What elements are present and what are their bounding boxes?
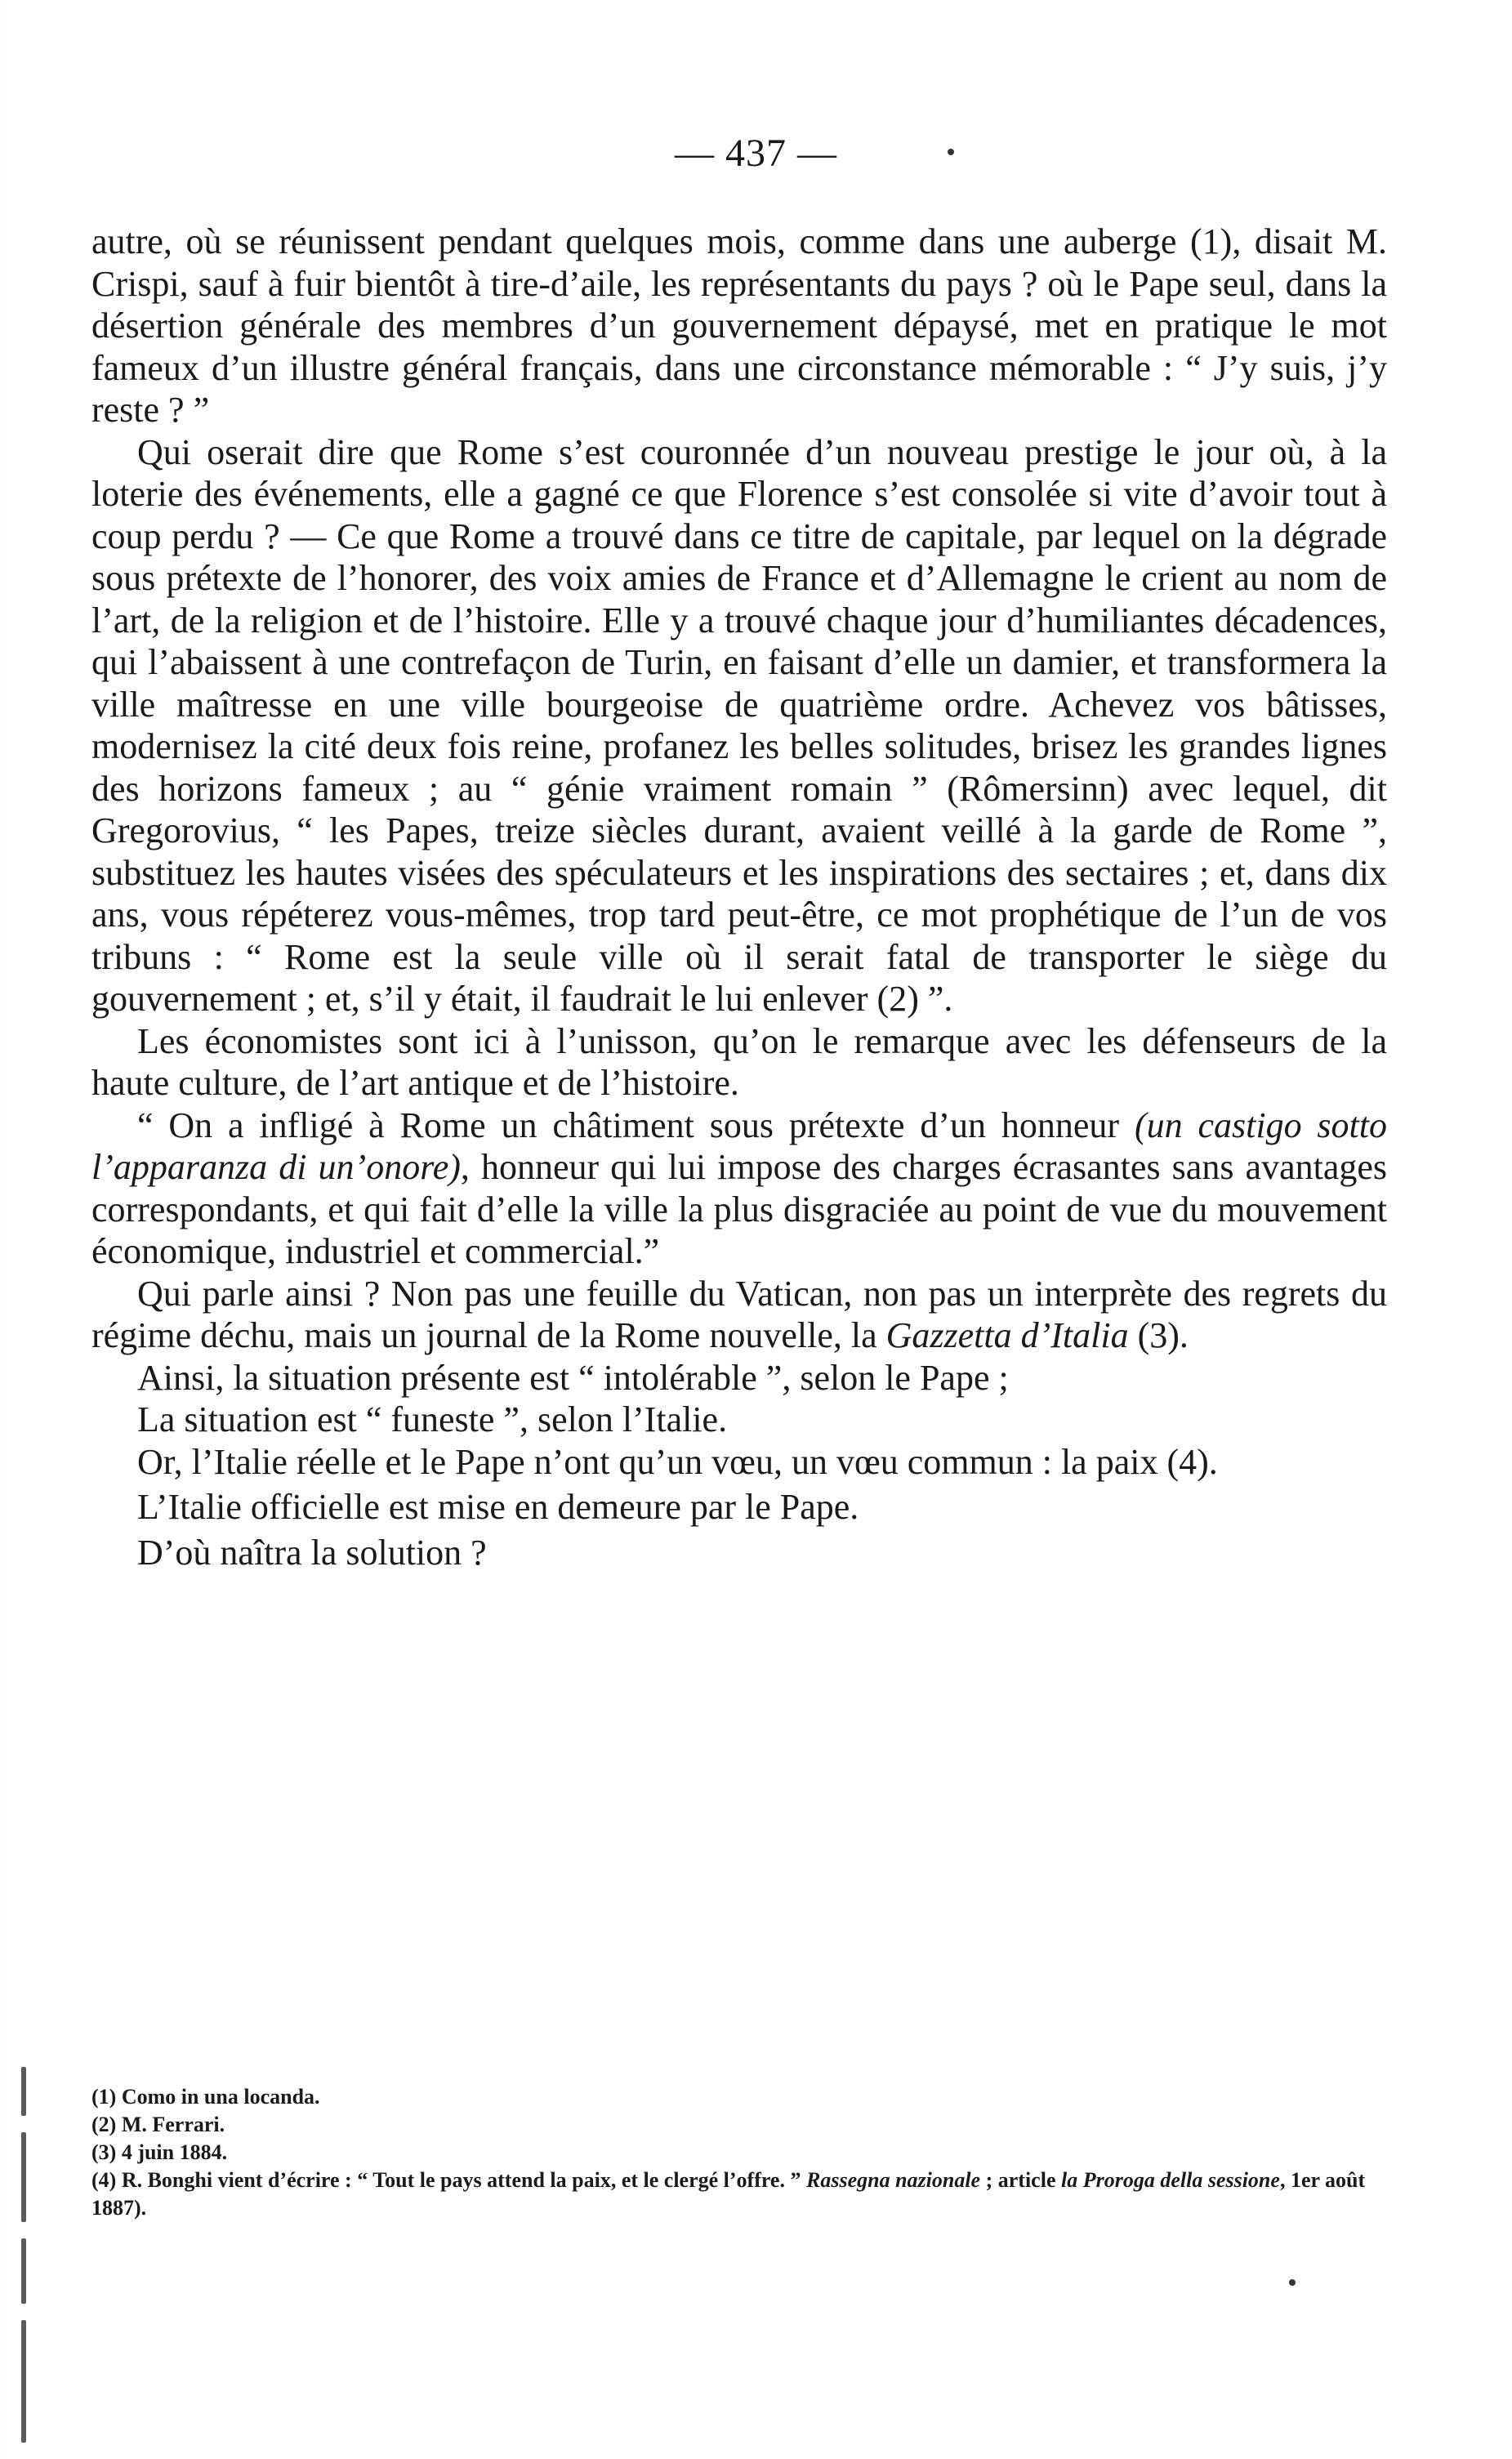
footnote: (2) M. Ferrari. [91, 2113, 225, 2136]
paragraph [91, 1273, 1387, 1357]
paragraph: Les économistes sont ici à l’unisson, qu’on le remarque avec les défenseurs de la haute culture, de l’art antique et de l’histoire. [91, 1020, 1387, 1103]
scan-mark [21, 2132, 26, 2222]
paragraph: L’Italie officielle est mise en demeure par le Pape. [137, 1487, 859, 1527]
footnotes [91, 2083, 1387, 2222]
text-span: , honneur qui lui impose des charges écrasantes sans avantages correspondants, et qui fait d’elle la ville la plus disgraciée au point de vue du mouvement économique, industriel et commercial.” [91, 1147, 1388, 1271]
paragraph: Ainsi, la situation présente est “ intolérable ”, selon le Pape ; [137, 1357, 1009, 1398]
paragraph: La situation est “ funeste ”, selon l’Italie. [137, 1399, 728, 1439]
paragraph: D’où naîtra la solution ? [137, 1532, 487, 1573]
page-edge [0, 0, 7, 2459]
text-span: “ On a infligé à Rome un châtiment sous prétexte d’un honneur [137, 1105, 1135, 1145]
text-span: (3). [1128, 1315, 1189, 1355]
text-span: Qui parle ainsi ? Non pas une feuille du Vatican, non pas un interprète des regrets du régime déchu, mais un journal de la Rome nouvelle, la [91, 1273, 1387, 1355]
footnote [91, 2167, 1387, 2222]
stray-mark [1289, 2279, 1296, 2286]
paragraph [91, 1105, 1387, 1273]
footnote: (3) 4 juin 1884. [91, 2140, 228, 2164]
paragraph: autre, où se réunissent pendant quelques mois, comme dans une auberge (1), disait M. Crispi, sauf à fuir bientôt à tire-d’aile, les représentants du pays ? où le Pape seul, dans la désertion générale des membres d’un gouvernement dépaysé, met en pratique le mot fameux d’un illustre général français, dans une circonstance mémorable : “ J’y suis, j’y reste ? ” [91, 221, 1387, 430]
text-span: ; article [980, 2168, 1061, 2192]
text-span: (4) R. Bonghi vient d’écrire : “ Tout le pays attend la paix, et le clergé l’offre. ” [91, 2168, 806, 2192]
paragraph: Or, l’Italie réelle et le Pape n’ont qu’un vœu, un vœu commun : la paix (4). [137, 1441, 1218, 1482]
text-span: , 1er août 1887). [91, 2168, 1366, 2220]
page-number: — 437 — [675, 132, 837, 175]
scan-mark [21, 2067, 26, 2116]
newspaper-title: Gazzetta d’Italia [885, 1315, 1129, 1355]
article-title: la Proroga della sessione [1060, 2168, 1280, 2192]
scan-mark [21, 2238, 26, 2304]
scan-mark [21, 2320, 26, 2443]
paragraph: Qui oserait dire que Rome s’est couronnée d’un nouveau prestige le jour où, à la loterie des événements, elle a gagné ce que Florence s’est consolée si vite d’avoir tout à coup perdu ? — Ce que Rome a trouvé dans ce titre de capitale, par lequel on la dégrade sous prétexte de l’honorer, des voix amies de France et d’Allemagne le crient au nom de l’art, de la religion et de l’histoire. Elle y a trouvé chaque jour d’humiliantes décadences, qui l’abaissent à une contrefaçon de Turin, en faisant d’elle un damier, et transformera la ville maîtresse en une ville bourgeoise de quatrième ordre. Achevez vos bâtisses, modernisez la cité deux fois reine, profanez les belles solitudes, brisez les grandes lignes des horizons fameux ; au “ génie vraiment romain ” (Rômersinn) avec lequel, dit Gregorovius, “ les Papes, treize siècles durant, avaient veillé à la garde de Rome ”, substituez les hautes visées des spéculateurs et les inspirations des sectaires ; et, dans dix ans, vous répéterez vous-mêmes, trop tard peut-être, ce mot prophétique de l’un de vos tribuns : “ Rome est la seule ville où il serait fatal de transporter le siège du gouvernement ; et, s’il y était, il faudrait le lui enlever (2) ”. [91, 431, 1387, 1019]
journal-title: Rassegna nazionale [805, 2168, 981, 2192]
italic-quote: (un castigo sotto l’apparanza di un’onore) [91, 1105, 1388, 1187]
footnote: (1) Como in una locanda. [91, 2085, 320, 2109]
main-text [91, 221, 1387, 1573]
